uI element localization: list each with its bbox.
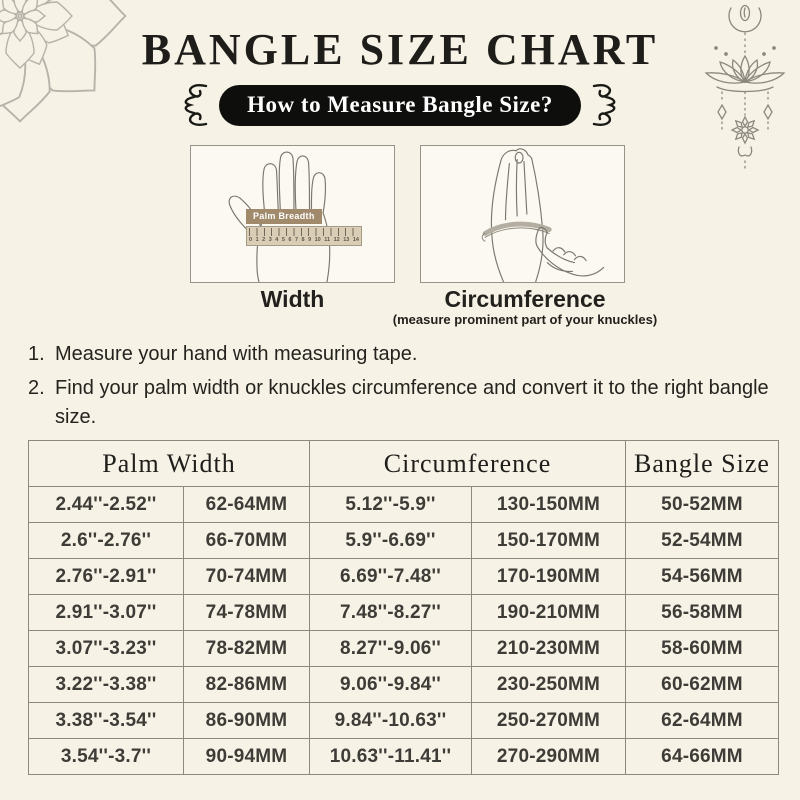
table-cell: 2.44''-2.52'' bbox=[29, 487, 184, 523]
table-row bbox=[29, 595, 779, 631]
table-cell: 270-290MM bbox=[472, 739, 626, 775]
table-cell: 6.69''-7.48'' bbox=[310, 559, 472, 595]
ruler-number: 2 bbox=[262, 237, 266, 243]
ruler-number: 10 bbox=[314, 237, 321, 243]
table-cell: 64-66MM bbox=[626, 739, 779, 775]
ruler-number: 9 bbox=[308, 237, 312, 243]
table-cell: 52-54MM bbox=[626, 523, 779, 559]
table-row bbox=[29, 487, 779, 523]
table-cell: 70-74MM bbox=[184, 559, 310, 595]
table-row bbox=[29, 559, 779, 595]
table-cell: 9.06''-9.84'' bbox=[310, 667, 472, 703]
table-cell: 170-190MM bbox=[472, 559, 626, 595]
size-table-body bbox=[29, 487, 779, 775]
table-cell: 66-70MM bbox=[184, 523, 310, 559]
circumference-caption: Circumference bbox=[444, 286, 606, 312]
ruler-number: 6 bbox=[288, 237, 292, 243]
circumference-note: (measure prominent part of your knuckles) bbox=[392, 312, 658, 327]
table-cell: 74-78MM bbox=[184, 595, 310, 631]
ruler bbox=[246, 226, 362, 246]
instruction-item bbox=[28, 374, 773, 431]
ruler-number: 3 bbox=[268, 237, 272, 243]
table-cell: 86-90MM bbox=[184, 703, 310, 739]
table-cell: 9.84''-10.63'' bbox=[310, 703, 472, 739]
table-cell: 210-230MM bbox=[472, 631, 626, 667]
table-cell: 5.9''-6.69'' bbox=[310, 523, 472, 559]
width-caption: Width bbox=[260, 286, 325, 312]
table-cell: 130-150MM bbox=[472, 487, 626, 523]
table-cell: 54-56MM bbox=[626, 559, 779, 595]
lotus-mandala-icon bbox=[0, 0, 150, 150]
table-cell: 50-52MM bbox=[626, 487, 779, 523]
table-cell: 150-170MM bbox=[472, 523, 626, 559]
size-table bbox=[28, 440, 779, 775]
table-cell: 5.12''-5.9'' bbox=[310, 487, 472, 523]
table-header-row bbox=[29, 441, 779, 487]
table-cell: 62-64MM bbox=[184, 487, 310, 523]
table-cell: 190-210MM bbox=[472, 595, 626, 631]
banner-pill: How to Measure Bangle Size? bbox=[219, 85, 581, 126]
table-cell: 3.07''-3.23'' bbox=[29, 631, 184, 667]
table-cell: 60-62MM bbox=[626, 667, 779, 703]
ruler-number: 0 bbox=[249, 237, 253, 243]
table-cell: 62-64MM bbox=[626, 703, 779, 739]
page-title: BANGLE SIZE CHART bbox=[141, 25, 659, 74]
table-cell: 3.54''-3.7'' bbox=[29, 739, 184, 775]
ruler-number: 12 bbox=[333, 237, 340, 243]
table-cell: 2.76''-2.91'' bbox=[29, 559, 184, 595]
flourish-right-icon bbox=[591, 82, 621, 128]
table-cell: 250-270MM bbox=[472, 703, 626, 739]
header-palm-width: Palm Width bbox=[29, 441, 310, 487]
ruler-ticks bbox=[249, 228, 359, 236]
ruler-number: 13 bbox=[343, 237, 350, 243]
instruction-text: Find your palm width or knuckles circumference and convert it to the right bangle size. bbox=[55, 377, 769, 428]
how-to-banner bbox=[0, 84, 800, 126]
table-cell: 3.22''-3.38'' bbox=[29, 667, 184, 703]
ruler-number: 1 bbox=[255, 237, 259, 243]
circumference-illustration-box bbox=[420, 145, 625, 283]
hand-circumference-illustration-icon bbox=[421, 146, 624, 282]
table-cell: 8.27''-9.06'' bbox=[310, 631, 472, 667]
ruler-number: 4 bbox=[275, 237, 279, 243]
flourish-left-icon bbox=[179, 82, 209, 128]
ruler-numbers bbox=[247, 236, 361, 245]
table-cell: 3.38''-3.54'' bbox=[29, 703, 184, 739]
instruction-number: 2. bbox=[28, 377, 45, 400]
ruler-number: 5 bbox=[281, 237, 285, 243]
table-cell: 56-58MM bbox=[626, 595, 779, 631]
ruler-number: 7 bbox=[294, 237, 298, 243]
ruler-number: 11 bbox=[324, 237, 331, 243]
palm-breadth-label: Palm Breadth bbox=[246, 209, 322, 224]
table-row bbox=[29, 703, 779, 739]
ruler-number: 8 bbox=[301, 237, 305, 243]
table-cell: 58-60MM bbox=[626, 631, 779, 667]
table-cell: 2.91''-3.07'' bbox=[29, 595, 184, 631]
table-cell: 7.48''-8.27'' bbox=[310, 595, 472, 631]
instructions-list bbox=[28, 340, 773, 437]
table-row bbox=[29, 631, 779, 667]
instruction-item bbox=[28, 340, 773, 368]
table-row bbox=[29, 667, 779, 703]
width-illustration-box bbox=[190, 145, 395, 283]
header-bangle-size: Bangle Size bbox=[626, 441, 779, 487]
table-cell: 82-86MM bbox=[184, 667, 310, 703]
table-row bbox=[29, 523, 779, 559]
table-cell: 78-82MM bbox=[184, 631, 310, 667]
table-cell: 2.6''-2.76'' bbox=[29, 523, 184, 559]
instruction-text: Measure your hand with measuring tape. bbox=[55, 343, 418, 365]
instruction-number: 1. bbox=[28, 343, 45, 365]
table-cell: 230-250MM bbox=[472, 667, 626, 703]
ruler-number: 14 bbox=[352, 237, 359, 243]
header-circumference: Circumference bbox=[310, 441, 626, 487]
table-row bbox=[29, 739, 779, 775]
table-cell: 90-94MM bbox=[184, 739, 310, 775]
table-cell: 10.63''-11.41'' bbox=[310, 739, 472, 775]
